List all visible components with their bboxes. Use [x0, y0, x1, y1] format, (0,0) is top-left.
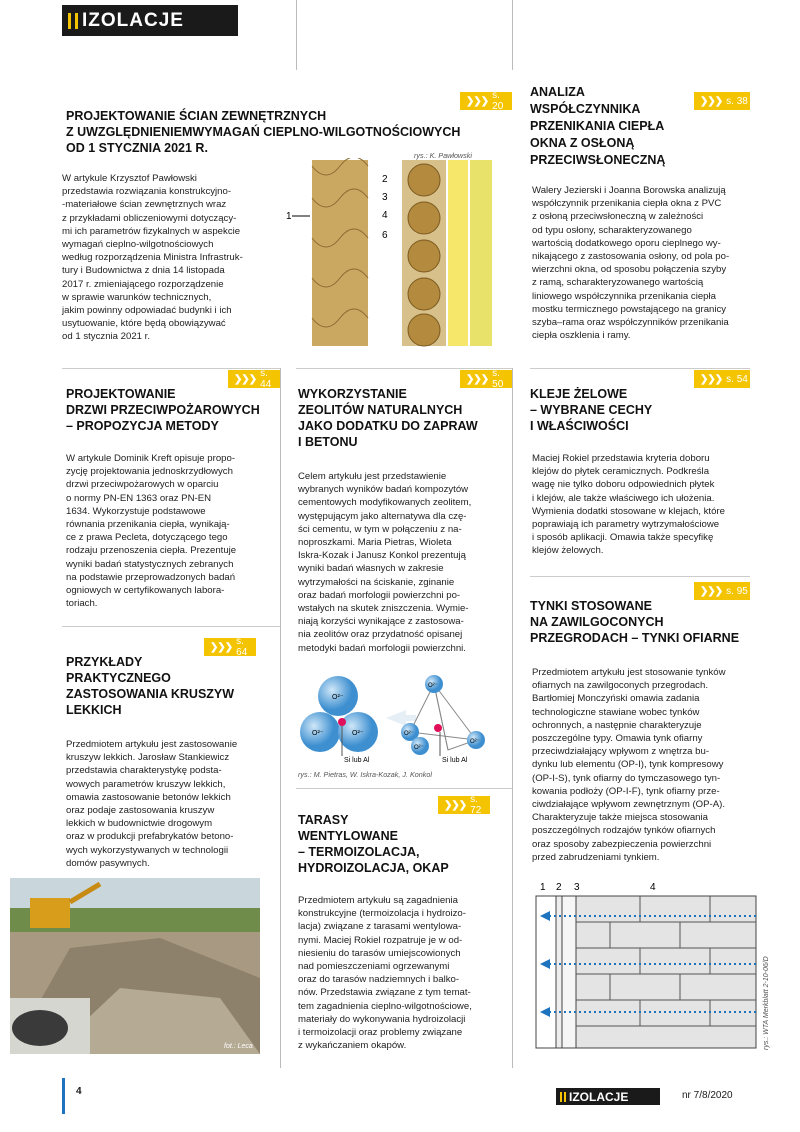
article-body: Walery Jezierski i Joanna Borowska analizują współczynnik przenikania ciepła okna z PVC z osłoną przeciwsłoneczną w zależności od typu osłony, scharakteryzowanego wartością dodatkowego oporu cieplnego wy- nikającego z zastosowania osłony, od pola po- wierzchni okna, od sposobu połączenia szyby z ramą, scharakteryzowanego wartością liniowego współczynnika przenikania ciepła mostku termicznego powstającego na granicy szyba–rama oraz współczynników przenikania ciepła oszklenia i ramy. — [532, 185, 730, 342]
page-tag[interactable]: ❯❯❯ s. 64 — [204, 638, 256, 656]
article-title: ANALIZA WSPÓŁCZYNNIKA PRZENIKANIA CIEPŁA OKNA Z OSŁONĄ PRZECIWSŁONECZNĄ — [530, 85, 666, 167]
svg-text:2: 2 — [382, 174, 388, 185]
svg-text:O²⁻: O²⁻ — [312, 730, 324, 737]
svg-text:1: 1 — [286, 211, 292, 222]
svg-text:4: 4 — [382, 210, 388, 221]
svg-text:O²⁻: O²⁻ — [404, 731, 414, 737]
divider — [296, 368, 512, 369]
svg-text:rys.: WTA Merkblatt 2-10-06/D: rys.: WTA Merkblatt 2-10-06/D — [763, 956, 770, 1050]
svg-text:fot.: Leca: fot.: Leca — [224, 1043, 253, 1050]
svg-text:O²⁻: O²⁻ — [414, 745, 424, 751]
figure-caption: rys.: K. Pawłowski — [414, 151, 472, 160]
page-tag[interactable]: ❯❯❯ s. 38 — [694, 92, 750, 110]
article-body: Przedmiotem artykułu są zagadnienia konstrukcyjne (termoizolacja i hydroizo- lacja) związane z tarasami wentylowa- nymi. Maciej Rokiel rozpatruje je w od- niesieniu do tarasów umiejscowionych nad pomieszczeniami ogrzewanymi oraz do tarasów nadziemnych i balko- nów. Przedstawia związane z tym temat- tem zagadnienia cieplno-wilgotnościowe, materiały do wykonywania hydroizolacji i termoizolacji oraz problemy związane z wykańczaniem okapów. — [298, 895, 472, 1052]
board-layer — [470, 160, 492, 346]
svg-text:3: 3 — [574, 882, 580, 893]
article-title: PRZYKŁADY PRAKTYCZNEGO ZASTOSOWANIA KRUSZYW LEKKICH — [66, 655, 235, 717]
svg-text:3: 3 — [382, 192, 388, 203]
page-tag[interactable]: ❯❯❯ s. 95 — [694, 582, 750, 600]
page-number: 4 — [76, 1086, 82, 1097]
divider — [280, 368, 281, 1068]
divider — [512, 0, 513, 70]
footer-logo: IZOLACJE — [556, 1088, 660, 1105]
article-title: TARASY WENTYLOWANE – TERMOIZOLACJA, HYDROIZOLACJA, OKAP — [298, 813, 449, 875]
svg-text:O²⁻: O²⁻ — [332, 694, 344, 701]
insulation-layer — [448, 160, 468, 346]
svg-text:1: 1 — [540, 882, 546, 893]
plaster-wall-figure — [520, 880, 770, 1056]
divider — [62, 626, 280, 627]
article-body: Maciej Rokiel przedstawia kryteria doboru klejów do płytek ceramicznych. Podkreśla wagę nie tylko doboru odpowiednich płytek i klejów, ale także właściwego ich ułożenia. Wymienia dodatki stosowane w klejach, które poprawiają ich parametry wytrzymałościowe i sposób aplikacji. Omawia także specyfikę klejów żelowych. — [532, 453, 725, 557]
article-body: Celem artykułu jest przedstawienie wybranych wyników badań kompozytów cementowych modyfikowanych zeolitem, występującym jako alternatywa dla czę- ści cementu, w tym w połączeniu z na- noproszkami. Maria Pietras, Wioleta Iskra-Kozak i Janusz Konkol prezentują wyniki badań własnych w zakresie wytrzymałości na ściskanie, zginanie oraz badań morfologii powierzchni po- wstałych na skutek zniszczenia. Wymie- niają korzyści wynikające z zastosowa- nia zeolitów oraz przydatność opisanej metodyki badań morfologii powierzchni. — [298, 471, 472, 654]
page-tag[interactable]: ❯❯❯ s. 44 — [228, 370, 280, 388]
svg-text:Si lub Al: Si lub Al — [344, 757, 370, 764]
svg-text:O²⁻: O²⁻ — [470, 739, 480, 745]
page-tag[interactable]: ❯❯❯ s. 72 — [438, 796, 490, 814]
article-title: WYKORZYSTANIE ZEOLITÓW NATURALNYCH JAKO DODATKU DO ZAPRAW I BETONU — [298, 387, 478, 449]
figure-caption: rys.: M. Pietras, W. Iskra-Kozak, J. Konkol — [298, 770, 432, 779]
article-title: PROJEKTOWANIE ŚCIAN ZEWNĘTRZNYCH Z UWZGLĘDNIENIEMWYMAGAŃ CIEPLNO-WILGOTNOŚCIOWYCH OD 1 STYCZNIA 2021 R. — [66, 109, 461, 155]
page-tag[interactable]: ❯❯❯ s. 20 — [460, 92, 512, 110]
svg-text:O²⁻: O²⁻ — [352, 730, 364, 737]
divider — [530, 368, 750, 369]
excavator — [30, 898, 70, 928]
footer-accent — [62, 1078, 65, 1114]
svg-text:O²⁻: O²⁻ — [428, 683, 438, 689]
page-tag[interactable]: ❯❯❯ s. 54 — [694, 370, 750, 388]
wall-cross-section-figure — [284, 158, 510, 348]
svg-text:2: 2 — [556, 882, 562, 893]
article-body: W artykule Krzysztof Pawłowski przedstawia rozwiązania konstrukcyjno- -materiałowe ścian zewnętrznych wraz z przykładami obliczeniowymi dotyczący- mi ich parametrów fizykalnych w aspekcie wymagań cieplno-wilgotnościowych według rozporządzenia Ministra Infrastruk- tury i Budownictwa z dnia 14 listopada 2017 r. zmieniającego rozporządzenie w sprawie warunków technicznych, jakim powinny odpowiadać budynki i ich usytuowanie, które będą obowiązywać od 1 stycznia 2021 r. — [62, 173, 243, 343]
logo-mark-icon — [560, 1092, 566, 1102]
divider — [296, 788, 512, 789]
divider — [62, 368, 280, 369]
divider — [296, 0, 297, 70]
magazine-logo: IZOLACJE — [62, 5, 238, 36]
article-title: TYNKI STOSOWANE NA ZAWILGOCONYCH PRZEGRODACH – TYNKI OFIARNE — [530, 599, 740, 645]
page-tag[interactable]: ❯❯❯ s. 50 — [460, 370, 512, 388]
article-body: W artykule Dominik Kreft opisuje propo- zycję projektowania jednoskrzydłowych drzwi przeciwpożarowych w oparciu o normy PN-EN 1363 oraz PN-EN 1634. Wykorzystuje podstawowe równania przenikania ciepła, wynikają- ce z prawa Pecleta, dotyczącego tego rodzaju przenoszenia ciepła. Prezentuje wyniki badań statystycznych zebranych na podstawie przeprowadzonych badań ogniowych w certyfikowanych labora- toriach. — [66, 453, 237, 610]
issue-number: nr 7/8/2020 — [682, 1090, 733, 1101]
article-title: PROJEKTOWANIE DRZWI PRZECIWPOŻAROWYCH – PROPOZYCJA METODY — [66, 387, 260, 433]
zeolite-structure-figure — [298, 672, 510, 768]
aggregate-photo — [10, 878, 260, 1054]
article-title: KLEJE ŻELOWE – WYBRANE CECHY I WŁAŚCIWOŚCI — [530, 387, 653, 433]
logo-mark-icon — [68, 13, 78, 29]
svg-text:4: 4 — [650, 882, 656, 893]
svg-text:6: 6 — [382, 230, 388, 241]
svg-text:Si lub Al: Si lub Al — [442, 757, 468, 764]
divider — [512, 368, 513, 1068]
divider — [530, 576, 750, 577]
article-body: Przedmiotem artykułu jest zastosowanie kruszyw lekkich. Jarosław Stankiewicz przedstawia charakterystykę podsta- wowych parametrów kruszyw lekkich, omawia zastosowanie betonów lekkich oraz podaje zastosowania kruszyw lekkich w budownictwie drogowym oraz w produkcji prefabrykatów betono- wych wykorzystywanych w technologii domów pasywnych. — [66, 739, 238, 869]
article-body: Przedmiotem artykułu jest stosowanie tynków ofiarnych na zawilgoconych przegrodach. Bartłomiej Monczyński omawia zadania technologiczne stawiane wobec tynków ochronnych, a następnie charakteryzuje poszczególne typy. Omawia tynk ofiarny przeciwdziałający wpływom z wnętrza bu- dynku lub elementu (OP-I), tynk kompresowy (OP-I-S), tynk ofiarny do tymczasowego tyn- kowania podłoży (OP-I-F), tynk ofiarny prze- ciwdziałające wpływom zewnętrznym (OP-A). Charakteryzuje także miejsca stosowania poszczególnych rodzajów tynków ofiarnych oraz sposoby zabezpieczenia powierzchni przed zabrudzeniami tynkiem. — [532, 667, 726, 863]
